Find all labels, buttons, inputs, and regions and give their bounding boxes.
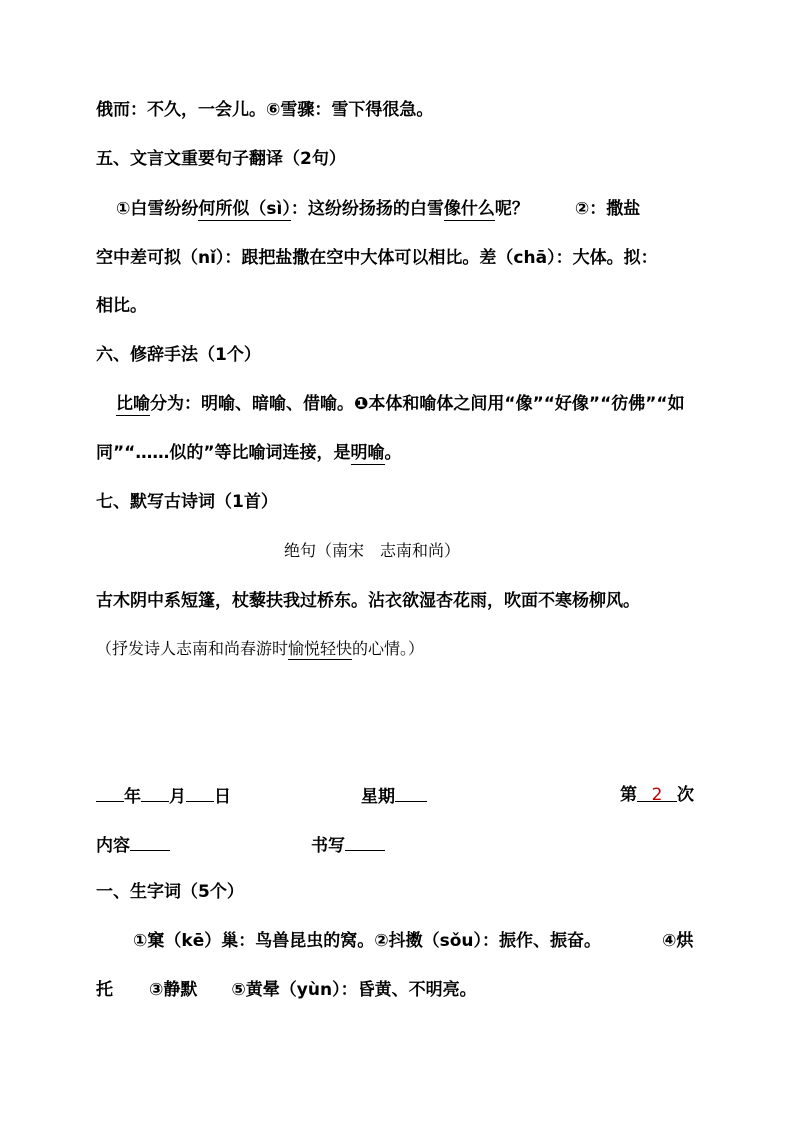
content-blank[interactable]: [130, 832, 170, 851]
vocab-line: ①窠（kē）巢：鸟兽昆虫的窝。②抖擞（sǒu）：振作、振奋。: [133, 931, 602, 951]
section-heading: 七、默写古诗词（1首）: [96, 492, 278, 512]
writing-label: 书写: [311, 836, 345, 856]
writing-field: [311, 832, 385, 858]
text: 同”“……似的”等比喻词连接，是: [96, 443, 351, 463]
poem-title: 绝句（南宋 志南和尚）: [284, 541, 461, 560]
weekday-blank[interactable]: [395, 783, 427, 802]
underlined-phrase: 明喻: [350, 443, 385, 463]
underlined-phrase: 何所似（sì）: [198, 199, 291, 219]
text: 托: [96, 980, 113, 1000]
count-number: 2: [651, 785, 663, 805]
weekday-field: [361, 783, 427, 809]
month-label: 月: [169, 787, 186, 807]
text-line: 俄而：不久，一会儿。⑥雪骤：雪下得很急。: [96, 100, 434, 120]
rhetoric-line: [96, 441, 402, 465]
text: ②：撒盐: [574, 199, 641, 219]
text: ：这纷纷扬扬的白雪: [290, 199, 444, 219]
underlined-phrase: 比喻: [116, 394, 150, 414]
text: 。: [384, 443, 402, 463]
count-prefix: 第: [620, 785, 637, 805]
underlined-phrase: 愉悦轻快: [288, 639, 353, 658]
poem-text: 古木阴中系短篷，杖藜扶我过桥东。沾衣欲湿杏花雨，吹面不寒杨柳风。: [96, 591, 640, 611]
content-label: 内容: [96, 836, 130, 856]
section-heading: 五、文言文重要句子翻译（2句）: [96, 149, 346, 169]
underlined-phrase: 像什么: [443, 199, 495, 219]
date-line: [96, 783, 231, 809]
count-blank[interactable]: [637, 783, 677, 805]
year-label: 年: [124, 787, 141, 807]
text: ⑤黄晕（yùn）：昏黄、不明亮。: [231, 980, 477, 1000]
text: 的心情。）: [352, 639, 425, 658]
count-suffix: 次: [677, 785, 694, 805]
day-label: 日: [214, 787, 231, 807]
vocab-line: ④烘: [662, 931, 694, 951]
text: 呢？: [494, 199, 529, 219]
weekday-label: 星期: [361, 787, 395, 807]
count-field: [620, 783, 694, 807]
translation-line: [116, 197, 640, 221]
section-heading: 六、修辞手法（1个）: [96, 345, 261, 365]
writing-blank[interactable]: [345, 832, 385, 851]
vocab-line: [96, 978, 477, 1002]
text: 分为：明喻、暗喻、借喻。❶本体和喻体之间用“像”“好像”“彷佛”“如: [150, 394, 685, 414]
text: ③静默: [149, 980, 198, 1000]
text: ①白雪纷纷: [116, 199, 199, 219]
translation-line: 空中差可拟（nǐ）：跟把盐撒在空中大体可以相比。差（chā）：大体。拟：: [96, 248, 658, 268]
rhetoric-line: [116, 392, 685, 416]
poem-note: [96, 637, 424, 661]
content-field: [96, 832, 170, 858]
month-blank[interactable]: [141, 783, 169, 802]
translation-line: 相比。: [96, 296, 147, 316]
day-blank[interactable]: [186, 783, 214, 802]
section-heading: 一、生字词（5个）: [96, 882, 244, 902]
text: （抒发诗人志南和尚春游时: [96, 639, 289, 658]
year-blank[interactable]: [96, 783, 124, 802]
